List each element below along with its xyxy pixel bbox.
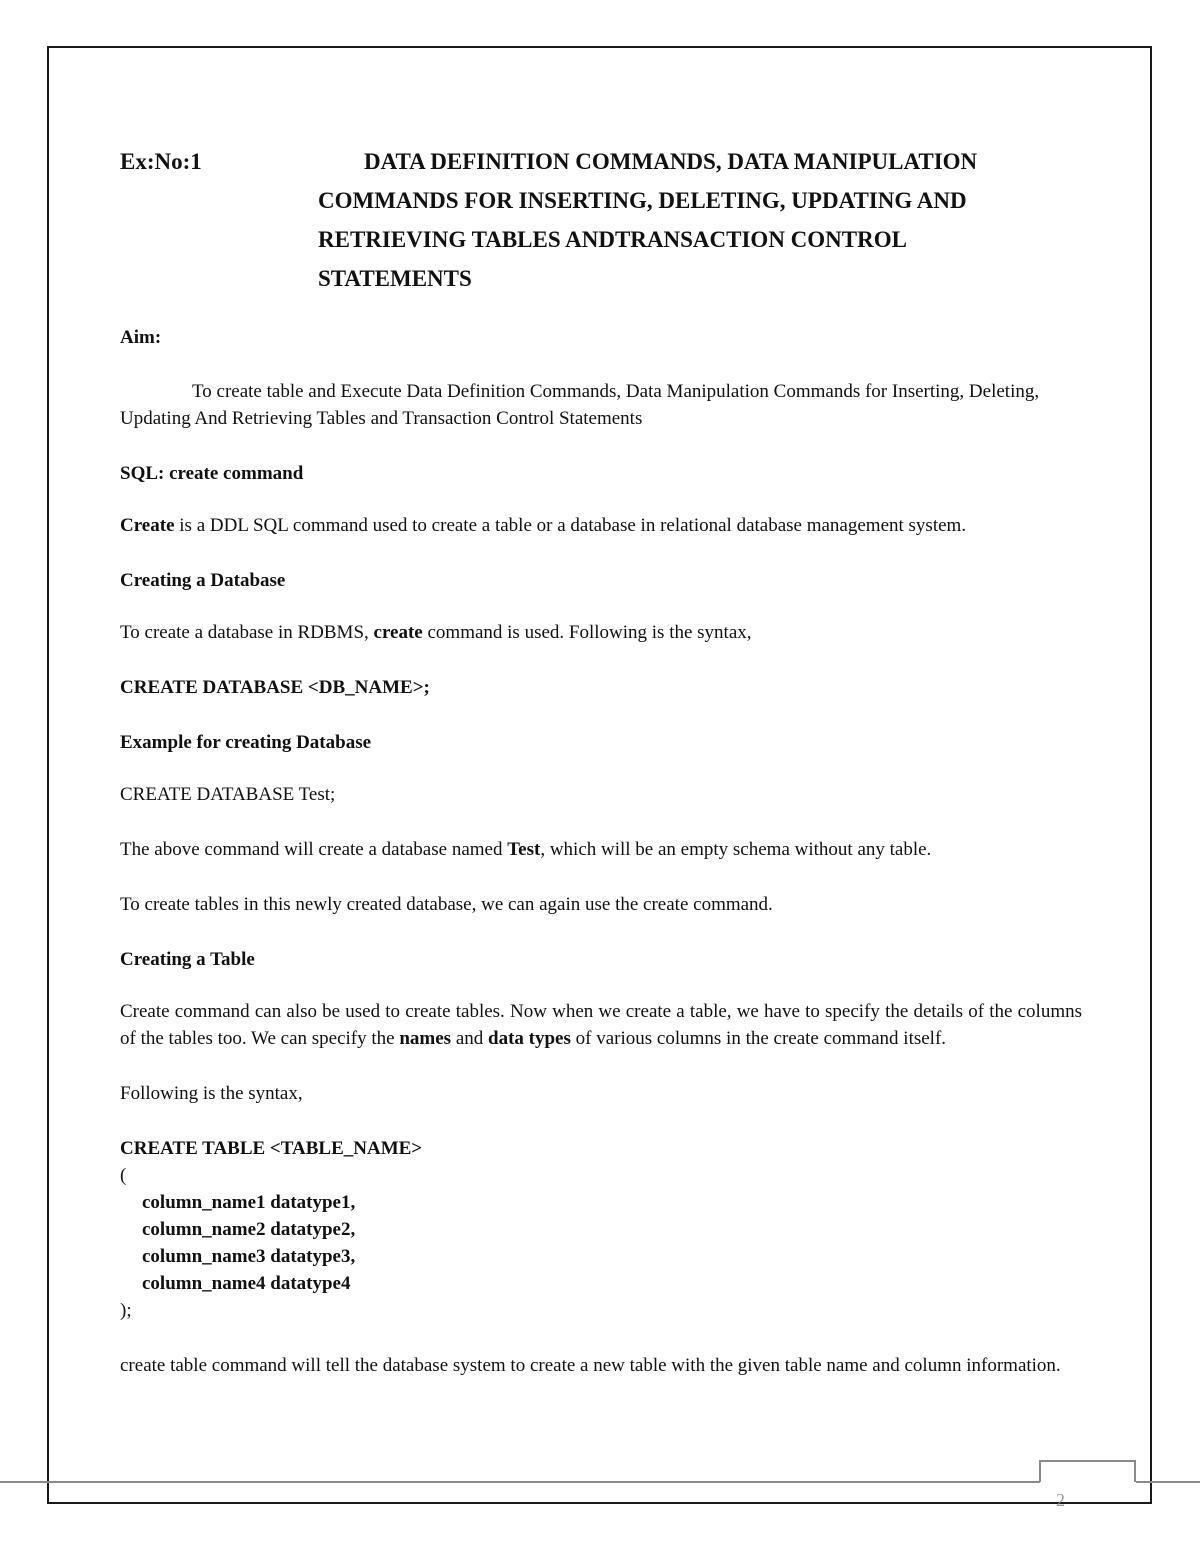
title-block [120, 142, 1082, 298]
document-body [120, 142, 1082, 1379]
create-tables-paragraph: To create tables in this newly created database, we can again use the create command. [120, 894, 773, 915]
sql-create-heading: SQL: create command [120, 463, 304, 484]
aim-heading: Aim: [120, 327, 162, 348]
create-table-paragraph [120, 998, 1082, 1052]
example-database-heading: Example for creating Database [120, 732, 372, 753]
above-command-paragraph [120, 836, 1082, 863]
create-keyword: Create [120, 515, 175, 536]
above-command-pre: The above command will create a database named [120, 839, 508, 860]
create-database-syntax: CREATE DATABASE <DB_NAME>; [120, 677, 430, 698]
creating-database-heading: Creating a Database [120, 570, 286, 591]
create-database-paragraph [120, 619, 1082, 646]
footer-rule-left [0, 1481, 1040, 1483]
syntax-open-paren: ( [120, 1165, 127, 1186]
syntax-column-line: column_name4 datatype4 [142, 1273, 351, 1294]
create-table-pre: Create command can also be used to create tables. Now when we create a table, we have to specify the details of the columns of the tables too. We can specify the [120, 1001, 1082, 1049]
creating-table-heading: Creating a Table [120, 949, 255, 970]
aim-text: To create table and Execute Data Definition Commands, Data Manipulation Commands for Inserting, Deleting, Updating And Retrieving Tables and Transaction Control Statements [120, 381, 1040, 429]
following-syntax-text: Following is the syntax, [120, 1083, 303, 1104]
syntax-line-create-table: CREATE TABLE <TABLE_NAME> [120, 1138, 423, 1159]
above-command-post: , which will be an empty schema without any table. [540, 839, 932, 860]
closing-paragraph: create table command will tell the database system to create a new table with the given table name and column information. [120, 1355, 1061, 1376]
create-table-post: of various columns in the create command itself. [570, 1028, 947, 1049]
create-db-text-post: command is used. Following is the syntax, [422, 622, 752, 643]
create-db-keyword: create [373, 622, 423, 643]
create-intro-text: is a DDL SQL command used to create a table or a database in relational database management system. [174, 515, 967, 536]
syntax-column-line: column_name3 datatype3, [142, 1246, 356, 1267]
create-db-text-pre: To create a database in RDBMS, [120, 622, 374, 643]
footer-rule-right [1136, 1481, 1200, 1483]
names-keyword: names [399, 1028, 452, 1049]
syntax-column-line: column_name2 datatype2, [142, 1219, 356, 1240]
page-number: 2 [1056, 1490, 1065, 1510]
create-table-syntax [120, 1135, 1082, 1324]
syntax-close-paren: ); [120, 1300, 132, 1321]
test-keyword: Test [507, 839, 541, 860]
page-number-tab [1039, 1460, 1136, 1482]
data-types-keyword: data types [488, 1028, 571, 1049]
example-database-code: CREATE DATABASE Test; [120, 784, 336, 805]
create-table-mid: and [451, 1028, 489, 1049]
create-intro-paragraph [120, 512, 1082, 539]
syntax-column-line: column_name1 datatype1, [142, 1192, 356, 1213]
exercise-number: Ex:No:1 [120, 149, 202, 174]
exercise-title: DATA DEFINITION COMMANDS, DATA MANIPULATION COMMANDS FOR INSERTING, DELETING, UPDATING AND RETRIEVING TABLES ANDTRANSACTION CONTROL STATEMENTS [318, 149, 978, 291]
